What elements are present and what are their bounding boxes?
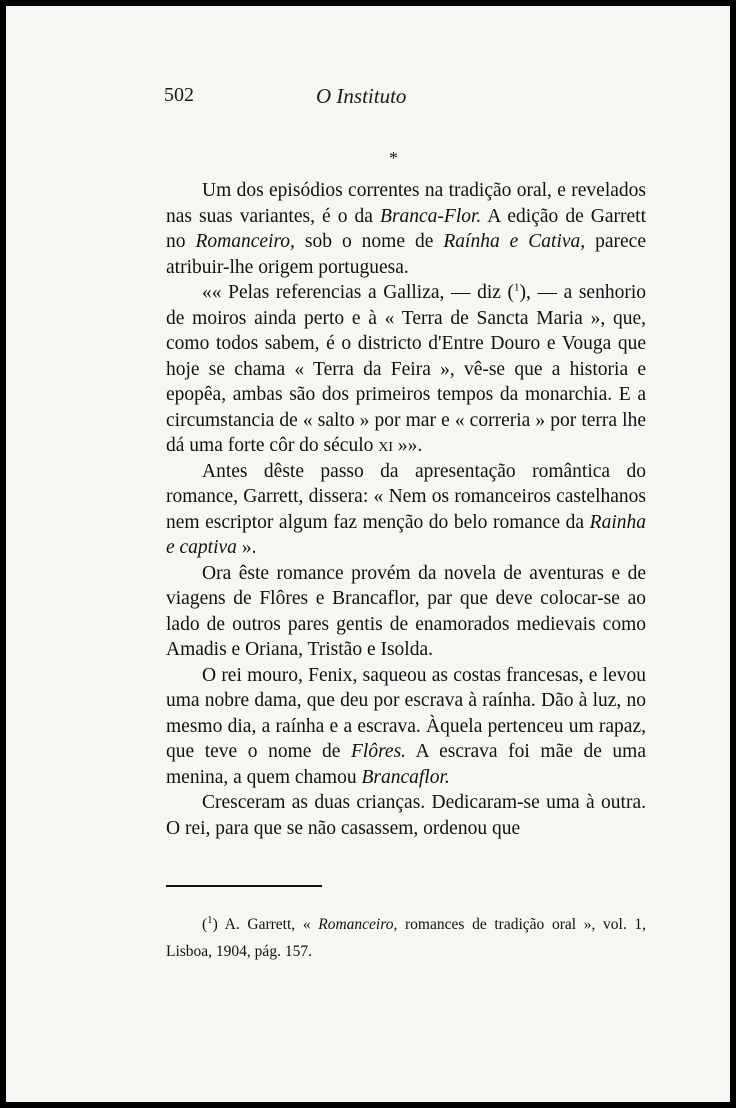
text-run: ), — a senhorio de moiros ainda perto e à « Terra de Sancta Maria », que, como todos sabem, é o districto d'Entre Douro e Vouga que hoje se chama « Terra da Feira », vê-se que a historia e epopêa, ambas são dos primeiros tempos da monarchia. E a circumstancia de « salto » por mar e « correria » por terra lhe dá uma forte côr do século (166, 282, 646, 456)
italic-span: Romanceiro, (195, 231, 295, 252)
italic-span: Flôres. (350, 741, 407, 762)
text-run: ) A. Garrett, « (212, 916, 319, 933)
text-run: parece atribuir-lhe origem portuguesa. (166, 231, 646, 278)
footnote-marker: 1 (207, 913, 213, 926)
text-run: A edição de Garrett no (166, 205, 646, 252)
page-header (6, 84, 730, 114)
text-run: romances de tradição oral », vol. 1, Lisboa, 1904, pág. 157. (166, 916, 647, 960)
book-page (6, 6, 730, 1102)
italic-span: Raínha e Cativa, (443, 231, 586, 252)
text-run: Antes dêste passo da apresentação romântica do romance, Garrett, dissera: « Nem os romanceiros castelhanos nem escriptor algum faz menção do belo romance da (166, 460, 646, 533)
text-run: A escrava foi mãe de uma menina, a quem chamou (166, 741, 646, 788)
text-run: Ora êste romance provém da novela de aventuras e de viagens de Flôres e Brancaflor, par que deve colocar-se ao lado de outros pares gentis de enamorados medievais como Amadis e Oriana, Tristão e Isolda. (166, 562, 646, 660)
footnote-text (166, 911, 646, 965)
italic-span: Brancaflor. (361, 766, 450, 788)
section-ornament: * (389, 148, 398, 168)
paragraph (166, 280, 646, 459)
roman-numeral: xi (378, 435, 394, 456)
text-run: ». (236, 537, 257, 558)
paragraph (166, 663, 646, 791)
footnote (166, 911, 646, 965)
footnote-rule (166, 885, 322, 887)
page-number: 502 (164, 84, 194, 106)
text-run: O rei mouro, Fenix, saqueou as costas francesas, e levou uma nobre dama, que deu por escrava à raínha. Dão à luz, no mesmo dia, a raínha e a escrava. Àquela pertenceu um rapaz, que teve o nome de (166, 664, 646, 762)
paragraph (166, 790, 646, 841)
italic-span: Rainha e captiva (166, 511, 646, 558)
text-run: ( (202, 916, 208, 933)
running-title: O Instituto (316, 84, 407, 108)
paragraph (166, 459, 646, 561)
text-run: »». (393, 435, 423, 456)
text-run: Cresceram as duas crianças. Dedicaram-se uma à outra. O rei, para que se não casassem, ordenou que (166, 792, 646, 839)
text-run: sob o nome de (294, 231, 444, 252)
text-run: Um dos episódios correntes na tradição oral, e revelados nas suas variantes, é o da (166, 180, 646, 227)
paragraph (166, 178, 646, 280)
italic-span: Branca-Flor. (380, 205, 482, 227)
body-text (166, 178, 646, 841)
italic-span: Romanceiro, (318, 916, 398, 933)
text-run: «« Pelas referencias a Galliza, — diz ( (202, 282, 515, 303)
footnote-marker: 1 (514, 281, 520, 294)
paragraph (166, 561, 646, 663)
